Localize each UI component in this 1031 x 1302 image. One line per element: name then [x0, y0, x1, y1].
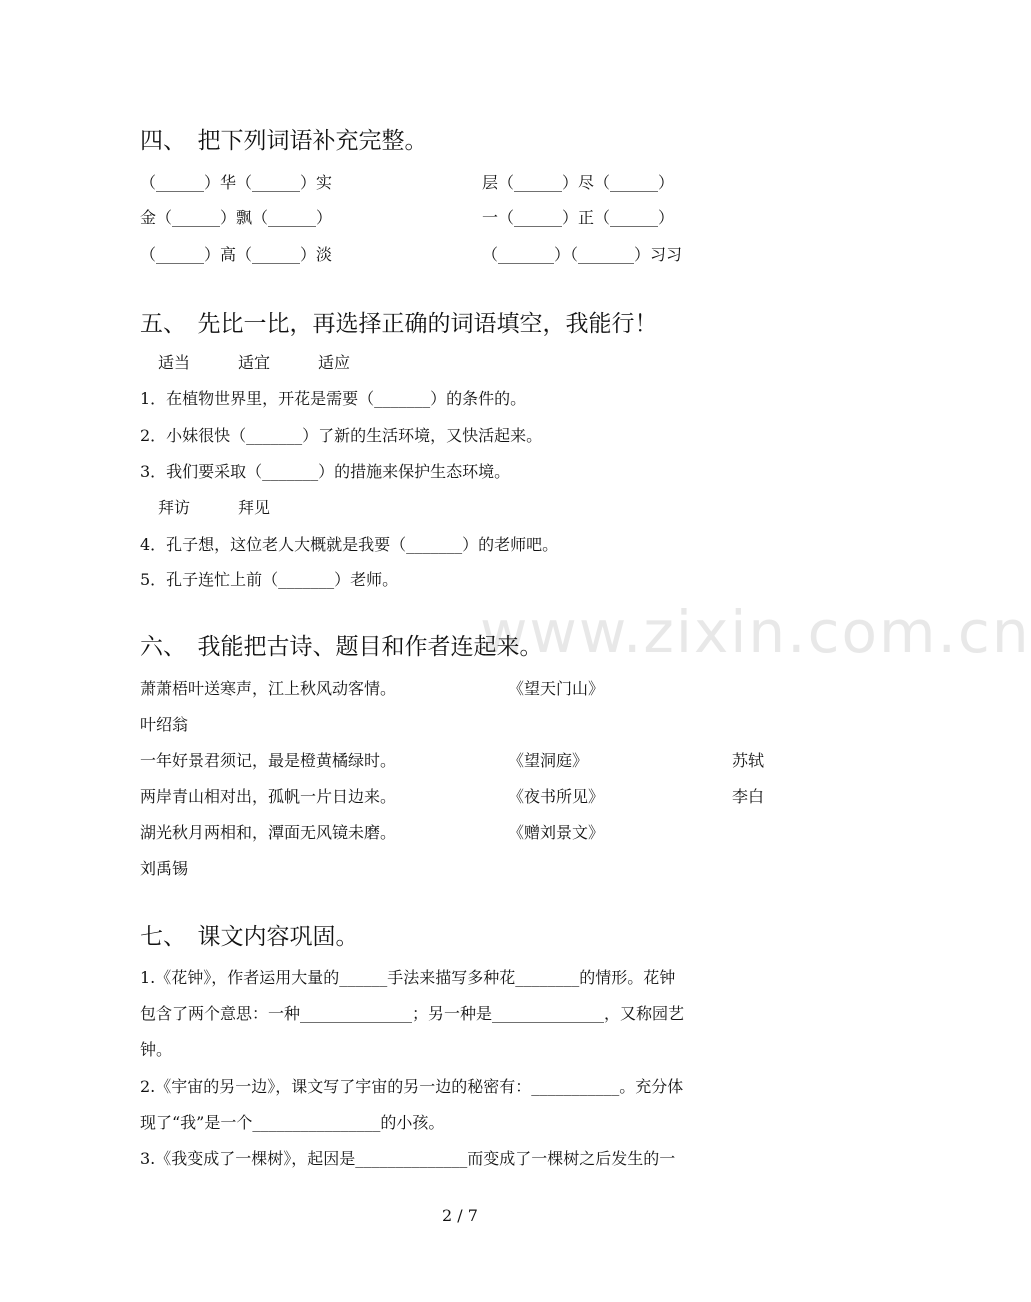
s6-poem-4: 湖光秋月两相和，潭面无风镜未磨。: [140, 823, 397, 842]
s6-title-1: 《望天门山》: [508, 679, 605, 698]
s7-line-5: 现了“我”是一个________________的小孩。: [140, 1113, 445, 1132]
s4-row3-left: （______）高（______）淡: [140, 245, 333, 264]
page-number: 2 / 7: [442, 1206, 478, 1225]
s7-line-6: 3.《我变成了一棵树》，起因是______________而变成了一棵树之后发生的一: [140, 1149, 676, 1168]
s4-row1-left: （______）华（______）实: [140, 173, 333, 192]
section-5-title: 五、 先比一比，再选择正确的词语填空，我能行！: [140, 311, 658, 337]
s5-word-group-1: 适当 适宜 适应: [158, 353, 351, 372]
s5-question-1: 1．在植物世界里，开花是需要（_______）的条件的。: [140, 389, 527, 408]
s6-poem-1: 萧萧梧叶送寒声，江上秋风动客情。: [140, 679, 397, 698]
s4-row2-right: 一（______）正（______）: [482, 208, 675, 227]
section-7-title: 七、 课文内容巩固。: [140, 924, 359, 950]
s5-question-5: 5．孔子连忙上前（_______）老师。: [140, 570, 399, 589]
s6-poem-3: 两岸青山相对出，孤帆一片日边来。: [140, 787, 397, 806]
s4-row1-right: 层（______）尽（______）: [482, 173, 675, 192]
s7-line-4: 2.《宇宙的另一边》，课文写了宇宙的另一边的秘密有：___________。充分体: [140, 1077, 684, 1096]
s6-title-3: 《夜书所见》: [508, 787, 605, 806]
s5-question-2: 2．小妹很快（_______）了新的生活环境，又快活起来。: [140, 426, 543, 445]
s5-word-group-2: 拜访 拜见: [158, 498, 271, 517]
s6-author-2: 苏轼: [732, 751, 765, 770]
s7-line-1: 1.《花钟》，作者运用大量的______手法来描写多种花________的情形。花钟: [140, 968, 676, 987]
section-6-title: 六、 我能把古诗、题目和作者连起来。: [140, 634, 543, 660]
s7-line-2: 包含了两个意思：一种______________；另一种是______________，又称园艺: [140, 1004, 685, 1023]
s6-author-1: 叶绍翁: [140, 715, 189, 734]
s5-question-3: 3．我们要采取（_______）的措施来保护生态环境。: [140, 462, 511, 481]
watermark: www.zixin.com.cn: [480, 598, 1031, 666]
s6-poem-2: 一年好景君须记，最是橙黄橘绿时。: [140, 751, 397, 770]
s4-row3-right: （_______）（_______）习习: [482, 245, 683, 264]
s6-title-2: 《望洞庭》: [508, 751, 589, 770]
s6-author-3: 李白: [732, 787, 765, 806]
s4-row2-left: 金（______）飘（______）: [140, 208, 333, 227]
s5-question-4: 4．孔子想，这位老人大概就是我要（_______）的老师吧。: [140, 535, 559, 554]
section-4-title: 四、 把下列词语补充完整。: [140, 128, 428, 154]
s7-line-3: 钟。: [140, 1040, 173, 1059]
s6-title-4: 《赠刘景文》: [508, 823, 605, 842]
s6-author-4: 刘禹锡: [140, 859, 189, 878]
